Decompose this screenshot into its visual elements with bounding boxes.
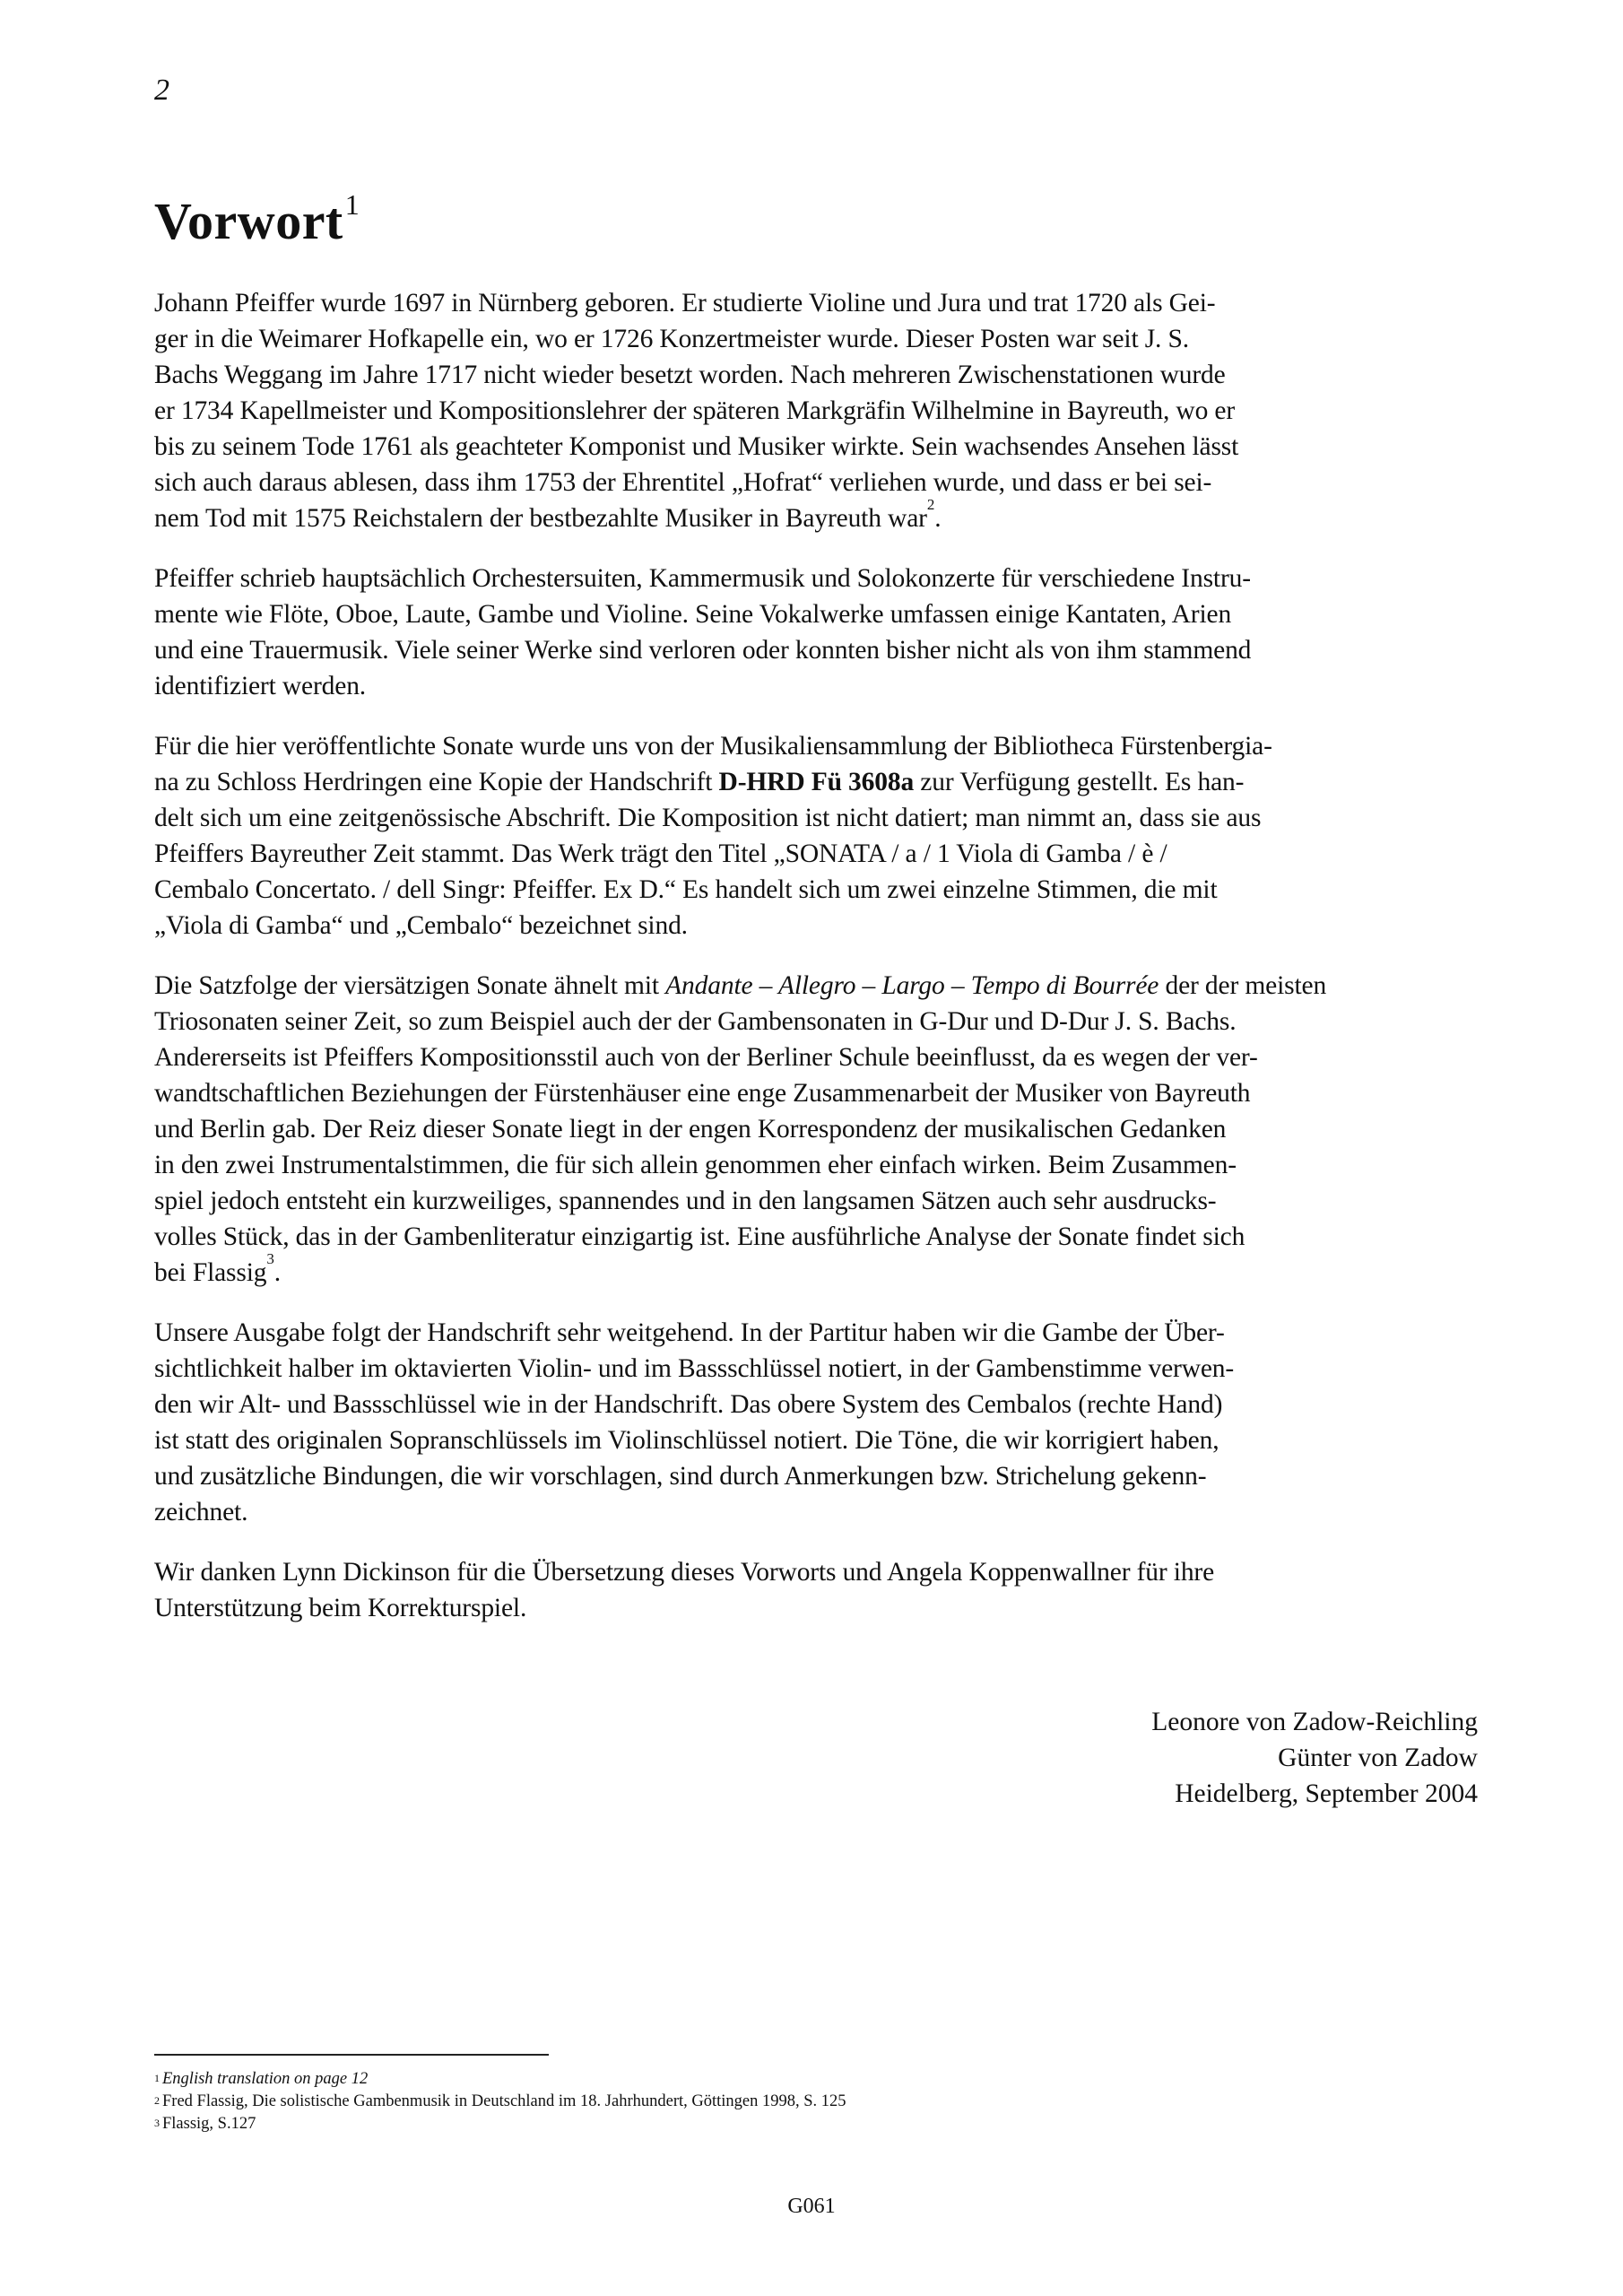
paragraph-source bbox=[154, 728, 1478, 944]
text-span: . bbox=[934, 504, 942, 533]
title-text: Vorwort bbox=[154, 192, 343, 250]
text-line bbox=[154, 968, 1478, 1004]
text-line: er 1734 Kapellmeister und Kompositionslehrer der späteren Markgräfin Wilhelmine in Bayreuth, wo er bbox=[154, 396, 1236, 425]
footnote-number: 1 bbox=[154, 2072, 160, 2084]
text-line: spiel jedoch entsteht ein kurzweiliges, spannendes und in den langsamen Sätzen auch sehr ausdrucks- bbox=[154, 1187, 1217, 1215]
footnote-1 bbox=[154, 2068, 846, 2091]
signature-author-2: Günter von Zadow bbox=[1278, 1744, 1478, 1772]
text-line: und zusätzliche Bindungen, die wir vorschlagen, sind durch Anmerkungen bzw. Strichelung gekenn- bbox=[154, 1462, 1207, 1491]
paragraph-movements bbox=[154, 968, 1478, 1291]
document-code: G061 bbox=[787, 2195, 836, 2218]
text-line: identifiziert werden. bbox=[154, 672, 367, 700]
footnote-3 bbox=[154, 2113, 846, 2135]
text-line bbox=[154, 764, 1478, 800]
text-line: ist statt des originalen Sopranschlüssels im Violinschlüssel notiert. Die Töne, die wir korrigiert haben, bbox=[154, 1426, 1219, 1455]
text-line: und eine Trauermusik. Viele seiner Werke sind verloren oder konnten bisher nicht als von ihm stammend bbox=[154, 636, 1252, 665]
footnote-ref-2[interactable]: 2 bbox=[926, 496, 935, 513]
text-line: Triosonaten seiner Zeit, so zum Beispiel auch der der Gambensonaten in G-Dur und D-Dur J. S. Bachs. bbox=[154, 1007, 1237, 1036]
text-line: und Berlin gab. Der Reiz dieser Sonate liegt in der engen Korrespondenz der musikalischen Gedanken bbox=[154, 1115, 1227, 1144]
text-line: Für die hier veröffentlichte Sonate wurde uns von der Musikaliensammlung der Bibliotheca Fürstenbergia- bbox=[154, 732, 1272, 761]
signature-author-1: Leonore von Zadow-Reichling bbox=[1151, 1708, 1478, 1736]
text-line bbox=[154, 496, 1478, 536]
text-line: „Viola di Gamba“ und „Cembalo“ bezeichnet sind. bbox=[154, 911, 688, 940]
text-line: bis zu seinem Tode 1761 als geachteter Komponist und Musiker wirkte. Sein wachsendes Ansehen lässt bbox=[154, 432, 1239, 461]
text-line: zeichnet. bbox=[154, 1498, 248, 1526]
footnote-text: Fred Flassig, Die solistische Gambenmusik in Deutschland im 18. Jahrhundert, Göttingen 1998, S. 125 bbox=[162, 2092, 846, 2110]
text-line: Johann Pfeiffer wurde 1697 in Nürnberg geboren. Er studierte Violine und Jura und trat 1720 als Gei- bbox=[154, 289, 1216, 317]
text-line: Pfeiffer schrieb hauptsächlich Orchestersuiten, Kammermusik und Solokonzerte für verschiedene Instru- bbox=[154, 564, 1251, 593]
footnote-number: 2 bbox=[154, 2094, 160, 2107]
text-line bbox=[154, 1250, 1478, 1291]
text-span: zur Verfügung gestellt. Es han- bbox=[914, 768, 1245, 796]
text-span: nem Tod mit 1575 Reichstalern der bestbezahlte Musiker in Bayreuth war bbox=[154, 504, 927, 533]
text-span: der der meisten bbox=[1159, 971, 1327, 1000]
footnote-text: Flassig, S.127 bbox=[162, 2115, 256, 2133]
manuscript-signature: D-HRD Fü 3608a bbox=[718, 768, 915, 796]
footnote-ref-3[interactable]: 3 bbox=[266, 1250, 274, 1267]
text-line: wandtschaftlichen Beziehungen der Fürstenhäuser eine enge Zusammenarbeit der Musiker von Bayreuth bbox=[154, 1079, 1251, 1108]
text-span: bei Flassig bbox=[154, 1258, 267, 1287]
text-span: Die Satzfolge der viersätzigen Sonate ähnelt mit bbox=[154, 971, 666, 1000]
text-line: Unterstützung beim Korrekturspiel. bbox=[154, 1594, 527, 1622]
footnote-number: 3 bbox=[154, 2117, 160, 2129]
text-line: in den zwei Instrumentalstimmen, die für sich allein genommen eher einfach wirken. Beim Zusammen- bbox=[154, 1151, 1237, 1179]
footnotes bbox=[154, 2068, 846, 2135]
paragraph-biography bbox=[154, 285, 1478, 536]
text-line: Bachs Weggang im Jahre 1717 nicht wieder besetzt worden. Nach mehreren Zwischenstationen wurde bbox=[154, 361, 1226, 389]
paragraph-acknowledgements bbox=[154, 1554, 1478, 1626]
text-span: na zu Schloss Herdringen eine Kopie der Handschrift bbox=[154, 768, 719, 796]
text-line: Andererseits ist Pfeiffers Kompositionsstil auch von der Berliner Schule beeinflusst, da es wegen der ver- bbox=[154, 1043, 1258, 1072]
paragraph-works bbox=[154, 561, 1478, 704]
body-text bbox=[154, 285, 1478, 1650]
text-line: sichtlichkeit halber im oktavierten Violin- und im Bassschlüssel notiert, in der Gambenstimme verwen- bbox=[154, 1354, 1235, 1383]
page-number: 2 bbox=[154, 74, 169, 107]
text-line: sich auch daraus ablesen, dass ihm 1753 der Ehrentitel „Hofrat“ verliehen wurde, und dass er bei sei- bbox=[154, 468, 1212, 497]
text-line: volles Stück, das in der Gambenliteratur einzigartig ist. Eine ausführliche Analyse der Sonate findet sich bbox=[154, 1222, 1245, 1251]
title-footnote-ref[interactable]: 1 bbox=[344, 188, 360, 221]
text-span: . bbox=[273, 1258, 281, 1287]
footnote-2 bbox=[154, 2091, 846, 2113]
text-line: Cembalo Concertato. / dell Singr: Pfeiffer. Ex D.“ Es handelt sich um zwei einzelne Stimmen, die mit bbox=[154, 875, 1218, 904]
signature-block bbox=[1151, 1704, 1478, 1812]
footnote-text: English translation on page 12 bbox=[162, 2070, 369, 2088]
footnote-separator bbox=[154, 2054, 549, 2056]
text-line: ger in die Weimarer Hofkapelle ein, wo er 1726 Konzertmeister wurde. Dieser Posten war seit J. S. bbox=[154, 325, 1189, 353]
text-line: den wir Alt- und Bassschlüssel wie in der Handschrift. Das obere System des Cembalos (rechte Hand) bbox=[154, 1390, 1223, 1419]
text-line: Pfeiffers Bayreuther Zeit stammt. Das Werk trägt den Titel „SONATA / a / 1 Viola di Gamba / è / bbox=[154, 839, 1167, 868]
text-line: mente wie Flöte, Oboe, Laute, Gambe und Violine. Seine Vokalwerke umfassen einige Kantaten, Arien bbox=[154, 600, 1232, 629]
paragraph-edition bbox=[154, 1315, 1478, 1530]
text-line: Wir danken Lynn Dickinson für die Übersetzung dieses Vorworts und Angela Koppenwallner für ihre bbox=[154, 1558, 1215, 1587]
text-line: delt sich um eine zeitgenössische Abschrift. Die Komposition ist nicht datiert; man nimmt an, dass sie aus bbox=[154, 804, 1262, 832]
signature-place-date: Heidelberg, September 2004 bbox=[1175, 1779, 1478, 1808]
movement-names: Andante – Allegro – Largo – Tempo di Bourrée bbox=[665, 971, 1159, 1000]
text-line: Unsere Ausgabe folgt der Handschrift sehr weitgehend. In der Partitur haben wir die Gambe der Über- bbox=[154, 1318, 1225, 1347]
page-title bbox=[154, 188, 360, 250]
